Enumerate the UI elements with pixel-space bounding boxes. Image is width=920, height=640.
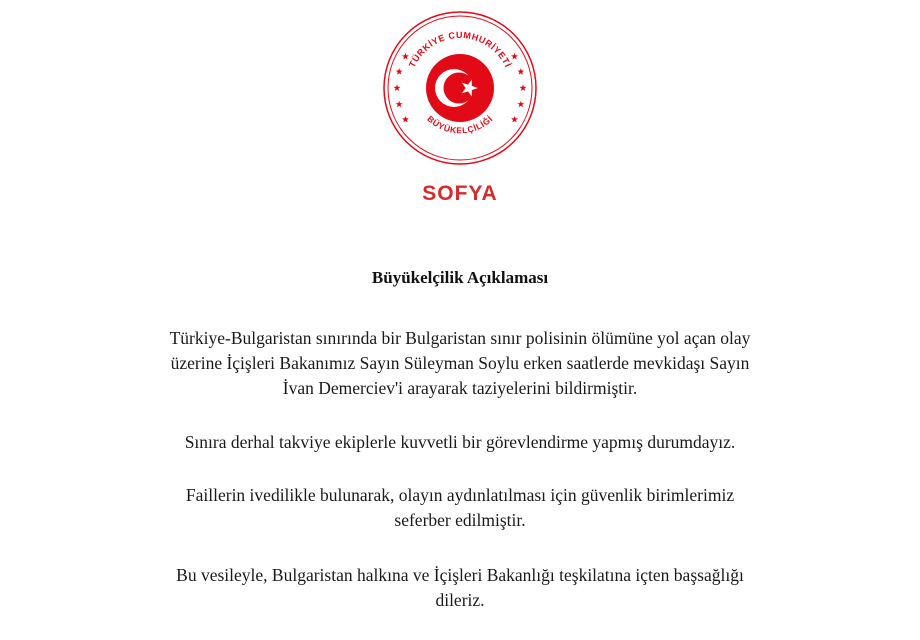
statement-paragraph — [0, 563, 920, 613]
statement-heading: Büyükelçilik Açıklaması — [371, 268, 549, 287]
paragraph-line: Bu vesileyle, Bulgaristan halkına ve İçişleri Bakanlığı teşkilatına içten başsağlığı — [176, 565, 744, 585]
paragraph-line: İvan Demerciev'i arayarak taziyelerini bildirmiştir. — [282, 378, 638, 398]
statement-paragraph — [0, 430, 920, 455]
embassy-seal-icon — [380, 8, 540, 168]
seal-bottom-text: BÜYÜKELÇİLİĞİ — [425, 113, 495, 136]
seal-star-icon — [396, 68, 403, 75]
seal-top-text: TÜRKİYE CUMHURİYETİ — [406, 29, 514, 70]
seal-star-icon — [511, 116, 518, 123]
embassy-logo — [380, 8, 540, 208]
seal-star-icon — [520, 84, 527, 91]
paragraph-line: Türkiye-Bulgaristan sınırında bir Bulgaristan sınır polisinin ölümüne yol açan olay — [169, 328, 751, 348]
statement-paragraph — [0, 326, 920, 401]
seal-star-icon — [394, 84, 401, 91]
embassy-city: SOFYA — [422, 182, 498, 205]
seal-star-icon — [402, 116, 409, 123]
paragraph-line: Sınıra derhal takviye ekiplerle kuvvetli bir görevlendirme yapmış durumdayız. — [184, 432, 736, 452]
seal-star-icon — [402, 53, 409, 60]
seal-star-icon — [517, 101, 524, 108]
seal-star-icon — [517, 68, 524, 75]
paragraph-line: seferber edilmiştir. — [394, 510, 526, 530]
seal-star-icon — [511, 53, 518, 60]
paragraph-line: dileriz. — [435, 590, 485, 610]
seal-star-icon — [396, 101, 403, 108]
statement-paragraph — [0, 483, 920, 533]
paragraph-line: üzerine İçişleri Bakanımız Sayın Süleyman Soylu erken saatlerde mevkidaşı Sayın — [170, 353, 750, 373]
paragraph-line: Faillerin ivedilikle bulunarak, olayın aydınlatılması için güvenlik birimlerimiz — [185, 485, 735, 505]
